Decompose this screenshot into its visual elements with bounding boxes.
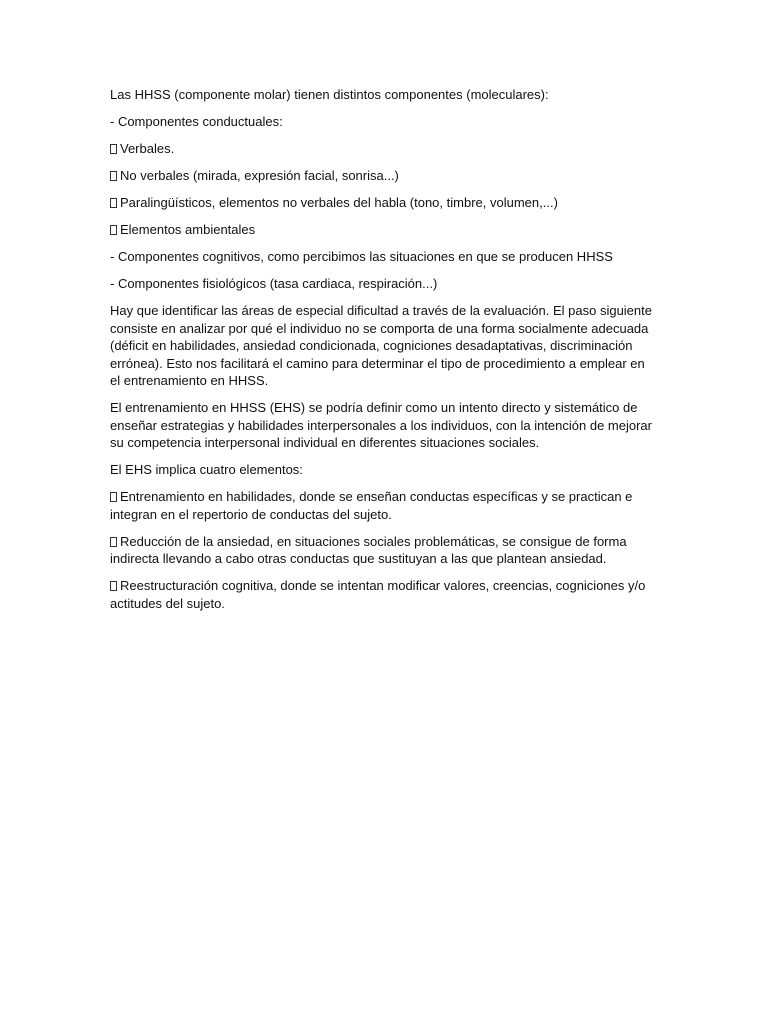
paragraph-11: El EHS implica cuatro elementos:: [110, 462, 303, 477]
missing-glyph-icon: [110, 198, 117, 208]
paragraph-6: Elementos ambientales: [110, 221, 658, 239]
missing-glyph-icon: [110, 537, 117, 547]
paragraph-8: - Componentes fisiológicos (tasa cardiaca, respiración...): [110, 276, 438, 291]
missing-glyph-icon: [110, 225, 117, 235]
missing-glyph-icon: [110, 581, 117, 591]
paragraph-14: Reestructuración cognitiva, donde se intentan modificar valores, creencias, cogniciones y/o actitudes del sujeto.: [110, 578, 646, 611]
paragraph-12: Entrenamiento en habilidades, donde se enseñan conductas específicas y se practican e integran en el repertorio de conductas del sujeto.: [110, 489, 633, 522]
paragraph-5: Paralingüísticos, elementos no verbales del habla (tono, timbre, volumen,...): [110, 194, 658, 212]
paragraph-7: - Componentes cognitivos, como percibimos las situaciones en que se producen HHSS: [110, 249, 613, 264]
paragraph-4: No verbales (mirada, expresión facial, sonrisa...): [110, 167, 658, 185]
document-body: [110, 86, 658, 622]
missing-glyph-icon: [110, 144, 117, 154]
missing-glyph-icon: [110, 492, 117, 502]
paragraph-9: Hay que identificar las áreas de especial dificultad a través de la evaluación. El paso siguiente consiste en analizar por qué el individuo no se comporta de una forma socialmente adecuada (déficit en habilidades, ansiedad condicionada, cogniciones desadaptativas, discriminación errónea). Esto nos facilitará el camino para determinar el tipo de procedimiento a emplear en el entrenamiento en HHSS.: [110, 303, 652, 388]
missing-glyph-icon: [110, 171, 117, 181]
paragraph-1: Las HHSS (componente molar) tienen distintos componentes (moleculares):: [110, 87, 549, 102]
paragraph-2: - Componentes conductuales:: [110, 114, 283, 129]
paragraph-13: Reducción de la ansiedad, en situaciones sociales problemáticas, se consigue de forma indirecta llevando a cabo otras conductas que sustituyan a las que plantean ansiedad.: [110, 533, 627, 566]
paragraph-3: Verbales.: [110, 140, 658, 158]
paragraph-10: El entrenamiento en HHSS (EHS) se podría definir como un intento directo y sistemático de enseñar estrategias y habilidades interpersonales a los individuos, con la intención de mejorar su competencia interpersonal individual en diferentes situaciones sociales.: [110, 400, 652, 450]
